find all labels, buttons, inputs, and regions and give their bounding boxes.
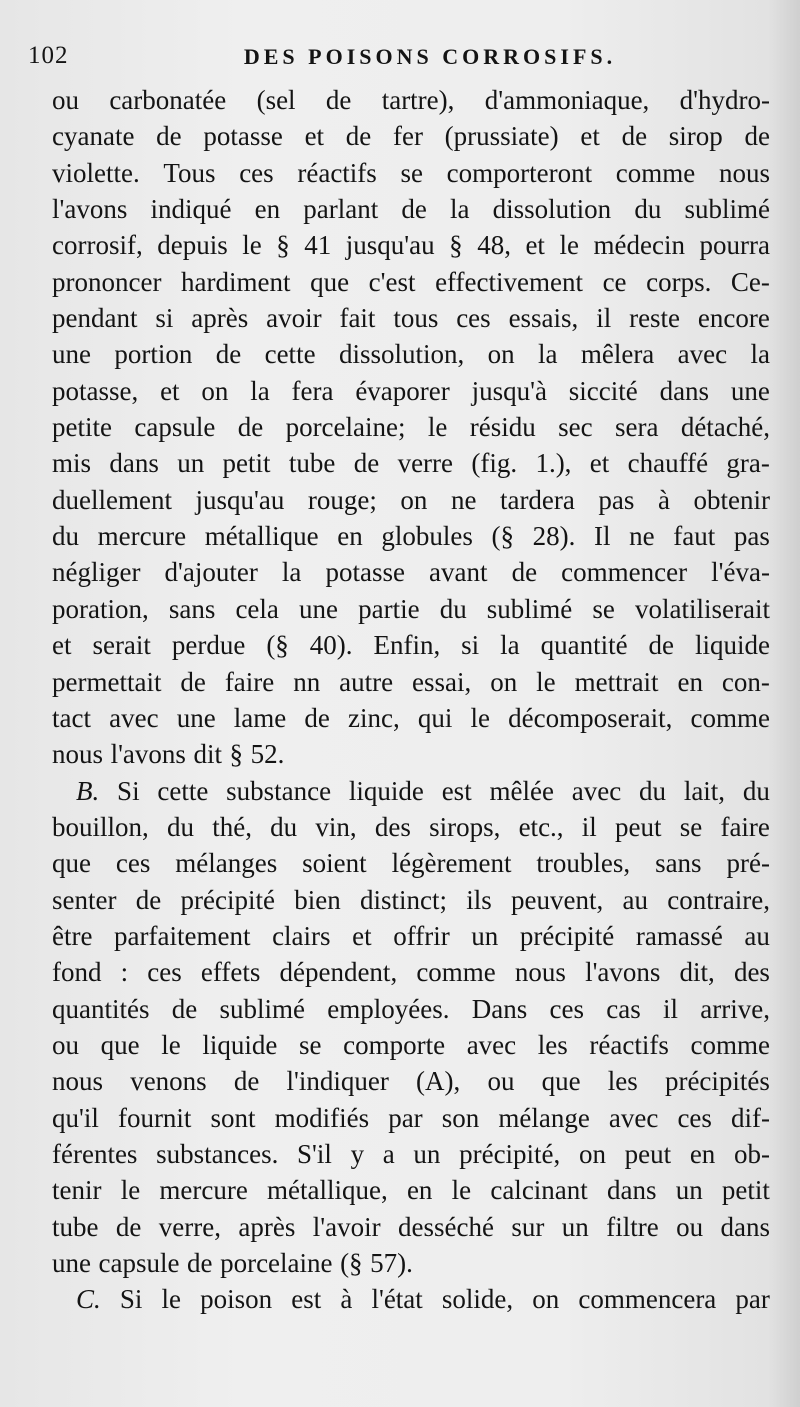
text-line: prononcer hardiment que c'est effectivement ce corps. Ce-	[52, 266, 770, 297]
text-line: fond : ces effets dépendent, comme nous l'avons dit, des	[52, 957, 770, 988]
text-line: pendant si après avoir fait tous ces essais, il reste encore	[52, 303, 770, 334]
text-line: que ces mélanges soient légèrement troubles, sans pré-	[52, 848, 770, 879]
text-line: tube de verre, après l'avoir desséché sur un filtre ou dans	[52, 1211, 770, 1242]
text-line: qu'il fournit sont modifiés par son mélange avec ces dif-	[52, 1102, 770, 1133]
text-line: une portion de cette dissolution, on la mêlera avec la	[52, 339, 770, 370]
text-line: ou que le liquide se comporte avec les réactifs comme	[52, 1029, 770, 1060]
text-line: l'avons indiqué en parlant de la dissolution du sublimé	[52, 194, 770, 225]
text-line: senter de précipité bien distinct; ils peuvent, au contraire,	[52, 884, 770, 915]
text-line: mis dans un petit tube de verre (fig. 1.), et chauffé gra-	[52, 448, 770, 479]
text-line: être parfaitement clairs et offrir un précipité ramassé au	[52, 920, 770, 951]
text-line: permettait de faire nn autre essai, on le mettrait en con-	[52, 666, 770, 697]
text-line: cyanate de potasse et de fer (prussiate) et de sirop de	[52, 121, 770, 152]
text-line: petite capsule de porcelaine; le résidu sec sera détaché,	[52, 412, 770, 443]
text-line: corrosif, depuis le § 41 jusqu'au § 48, et le médecin pourra	[52, 230, 770, 261]
page-header	[28, 42, 772, 78]
text-line: et serait perdue (§ 40). Enfin, si la quantité de liquide	[52, 630, 770, 661]
text-line: nous l'avons dit § 52.	[52, 739, 285, 770]
text-line: tact avec une lame de zinc, qui le décomposerait, comme	[52, 702, 770, 733]
text-line: ou carbonatée (sel de tartre), d'ammoniaque, d'hydro-	[52, 85, 770, 115]
text-line: C. Si le poison est à l'état solide, on commencera par	[52, 1281, 770, 1317]
running-head: DES POISONS CORROSIFS.	[243, 44, 617, 69]
text-line: poration, sans cela une partie du sublimé se volatiliserait	[52, 593, 770, 624]
text-line: une capsule de porcelaine (§ 57).	[52, 1248, 413, 1278]
text-line: nous venons de l'indiquer (A), ou que les précipités	[52, 1066, 770, 1097]
page-number: 102	[28, 42, 69, 69]
text-line: bouillon, du thé, du vin, des sirops, etc., il peut se faire	[52, 811, 770, 842]
body-text	[52, 82, 770, 1318]
section-letter: B.	[76, 775, 100, 806]
text-line: potasse, et on la fera évaporer jusqu'à siccité dans une	[52, 375, 770, 406]
section-letter: C.	[76, 1284, 101, 1315]
text-line: négliger d'ajouter la potasse avant de commencer l'éva-	[52, 557, 770, 588]
text-line: quantités de sublimé employées. Dans ces cas il arrive,	[52, 993, 770, 1024]
text-line: tenir le mercure métallique, en le calcinant dans un petit	[52, 1175, 770, 1206]
text-line: du mercure métallique en globules (§ 28). Il ne faut pas	[52, 521, 770, 552]
text-line: duellement jusqu'au rouge; on ne tardera pas à obtenir	[52, 484, 770, 515]
text-line: férentes substances. S'il y a un précipité, on peut en ob-	[52, 1138, 770, 1169]
text-line: violette. Tous ces réactifs se comporteront comme nous	[52, 157, 770, 188]
text-line: B. Si cette substance liquide est mêlée avec du lait, du	[52, 773, 770, 809]
